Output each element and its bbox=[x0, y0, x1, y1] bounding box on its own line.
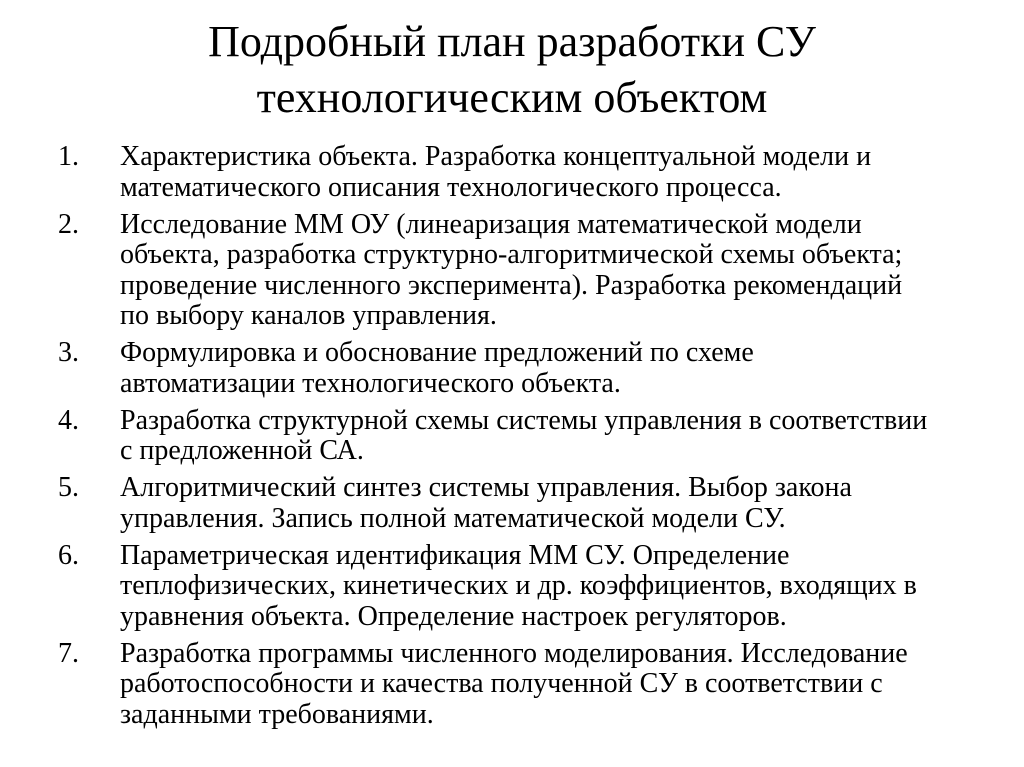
slide-title-line-1: Подробный план разработки СУ bbox=[208, 17, 816, 66]
plan-item-text-line: работоспособности и качества полученной СУ в соответствии с bbox=[120, 668, 883, 699]
plan-item-number: 3. bbox=[58, 337, 79, 368]
plan-item-text-line: проведение численного эксперимента). Разработка рекомендаций bbox=[120, 269, 903, 301]
plan-item-7 bbox=[58, 639, 988, 731]
plan-item-number: 5. bbox=[58, 472, 79, 503]
plan-item-4 bbox=[58, 406, 988, 467]
plan-item-number: 2. bbox=[58, 208, 79, 240]
plan-item-text-line: Характеристика объекта. Разработка концептуальной модели и bbox=[120, 141, 872, 172]
plan-list bbox=[58, 142, 988, 737]
plan-item-text-line: Разработка программы численного моделирования. Исследование bbox=[120, 637, 908, 669]
plan-item-text-line: Исследование ММ ОУ (линеаризация математической модели bbox=[120, 208, 862, 240]
plan-item-number: 4. bbox=[58, 404, 79, 436]
plan-item-text-line: по выбору каналов управления. bbox=[120, 300, 497, 331]
plan-item-text-line: Разработка структурной схемы системы управления в соответствии bbox=[120, 404, 928, 436]
plan-item-1 bbox=[58, 142, 988, 203]
plan-item-text-line: управления. Запись полной математической модели СУ. bbox=[120, 502, 786, 534]
slide-title bbox=[60, 14, 964, 126]
plan-item-text-line: теплофизических, кинетических и др. коэффициентов, входящих в bbox=[120, 570, 917, 601]
plan-item-number: 7. bbox=[58, 637, 79, 669]
slide-title-line-2: технологическим объектом bbox=[256, 73, 768, 122]
plan-item-text-line: объекта, разработка структурно-алгоритмической схемы объекта; bbox=[120, 239, 903, 270]
plan-item-text-line: Формулировка и обоснование предложений по схеме bbox=[120, 337, 754, 368]
plan-item-text-line: Алгоритмический синтез системы управления. Выбор закона bbox=[120, 472, 852, 503]
plan-item-6 bbox=[58, 541, 988, 633]
plan-item-number: 1. bbox=[58, 141, 79, 172]
plan-item-text-line: автоматизации технологического объекта. bbox=[120, 367, 621, 399]
plan-item-number: 6. bbox=[58, 539, 79, 571]
plan-item-text-line: с предложенной СА. bbox=[120, 435, 364, 466]
plan-item-text-line: математического описания технологического процесса. bbox=[120, 171, 782, 203]
plan-item-3 bbox=[58, 338, 988, 399]
plan-item-2 bbox=[58, 210, 988, 332]
plan-item-5 bbox=[58, 473, 988, 534]
plan-item-text-line: заданными требованиями. bbox=[120, 698, 434, 730]
plan-item-text-line: Параметрическая идентификация ММ СУ. Определение bbox=[120, 539, 790, 571]
plan-item-text-line: уравнения объекта. Определение настроек регуляторов. bbox=[120, 600, 787, 632]
